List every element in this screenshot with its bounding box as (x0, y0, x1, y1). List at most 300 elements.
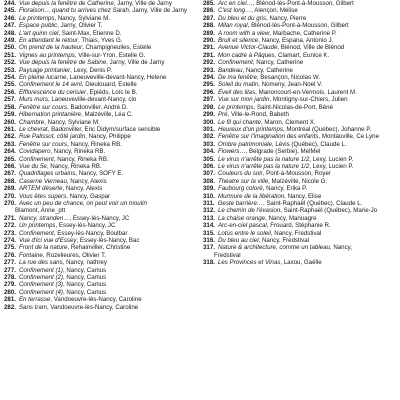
entry-location-author: Thiais, Yves G. (81, 37, 123, 45)
entry-location-author: Nancy, Rineka RB. (57, 155, 109, 163)
entry-separator: , (69, 214, 73, 222)
list-entry (203, 178, 397, 185)
entry-title: Confinement (3) (18, 281, 63, 289)
entry-location-author: Rehainviller, Christine (70, 244, 131, 252)
entry-number: 292. (203, 59, 215, 67)
entry-separator: , (269, 96, 273, 104)
entry-title: Espace public (18, 22, 58, 30)
list-entry (203, 81, 397, 88)
entry-location-author: Jarny, Olivier T. (60, 22, 103, 30)
entry-separator: , (256, 74, 261, 82)
list-entry (203, 230, 397, 237)
entry-number: 275. (4, 244, 16, 252)
entry-number: 258. (4, 103, 16, 111)
entry-title: L'art quinn ciel (18, 29, 59, 37)
list-entry (4, 15, 197, 22)
entry-title: Avenue Victor-Claude (217, 44, 278, 52)
entry-location-author: Laxou, Gaëlle (283, 259, 322, 267)
entry-title: Éveil des lilas (217, 88, 256, 96)
entry-location-author: Blénod-lès-Pont-à-Mousson, Gilbert (251, 22, 349, 30)
entry-separator: , (66, 192, 70, 200)
entry-number: 298. (203, 103, 215, 111)
entry-title: Vue du 5e (18, 162, 47, 170)
entry-number: 244. (4, 0, 16, 7)
entry-number: 314. (203, 222, 215, 230)
list-entry (4, 89, 197, 96)
entry-location-author: Malzéville, Léa C. (84, 111, 133, 119)
entry-separator: , (44, 118, 48, 126)
entry-number: 256. (4, 88, 16, 96)
entry-title: Confinement (18, 155, 54, 163)
entry-number: 248. (4, 29, 16, 37)
entry-number: 254. (4, 74, 16, 82)
entry-title: Le printemps (217, 103, 254, 111)
entry-number: 250. (4, 44, 16, 52)
entry-title: ARTEM déserte (18, 185, 63, 193)
list-entry (4, 37, 197, 44)
entry-title: Bruit et silence (217, 37, 259, 45)
entry-number: 316. (203, 237, 215, 244)
entry-title: Un printemps (18, 222, 56, 230)
entry-title: Paysage printanier (18, 66, 71, 74)
entry-separator: , (81, 111, 85, 119)
list-entry (203, 244, 397, 251)
entry-location-author: Nancy, Camus (66, 274, 107, 282)
entry-title: Arc-en-ciel pascal (217, 222, 267, 230)
entry-location-author: Nancy, Sylviane M. (47, 118, 100, 126)
entry-separator: , (318, 133, 322, 141)
entry-separator: , (67, 103, 71, 111)
entry-location-author: Épiéds, Loïc le B. (89, 88, 138, 96)
entry-title: Faubourg coloré (217, 185, 263, 193)
entry-number: 252. (4, 59, 16, 67)
entry-title: Confinement (4) (18, 288, 63, 296)
entry-separator: , (78, 37, 82, 45)
entry-separator: , (227, 111, 231, 119)
entry-number: 253. (4, 66, 16, 74)
entry-title: Mon cadre à Pâques (217, 51, 275, 59)
entry-title: C'est long… (217, 7, 252, 15)
list-entry (203, 0, 397, 7)
entry-separator: , (86, 88, 90, 96)
entry-number: 262. (4, 133, 16, 141)
entry-separator: , (242, 66, 246, 74)
entry-title: Milan royal (217, 22, 248, 30)
entry-separator: , (280, 259, 284, 267)
list-entry (4, 119, 197, 126)
entry-separator: , (75, 170, 79, 178)
entry-number: 290. (203, 37, 215, 45)
entry-title: Le virus n'arrête pas la nature 1/2 (217, 155, 310, 163)
entry-title: Confinement (2) (18, 274, 63, 282)
entry-location-author: Blamont, Anne_ptt (15, 207, 66, 215)
entry-title: Murmure de la libération (217, 192, 285, 200)
entry-location-author: Clamart, Eunice K. (278, 51, 330, 59)
list-entry (4, 304, 197, 311)
entry-separator: , (62, 259, 67, 267)
list-entry (203, 222, 397, 229)
entry-title: A room with a view (217, 29, 270, 37)
entry-number: 281. (4, 296, 16, 304)
entry-number: 287. (203, 14, 215, 22)
entry-location-author: Lexy, Lucien P. (312, 155, 354, 163)
entry-number: 304. (203, 148, 215, 156)
list-entry (203, 119, 397, 126)
entry-number: 295. (203, 81, 215, 89)
list-entry (203, 133, 397, 140)
entry-title: Avec un peu de chance, on peut voir un moulin (18, 199, 147, 207)
list-entry (4, 133, 197, 140)
entry-separator: , (85, 133, 89, 141)
entry-title: Soleil du matin (217, 81, 259, 89)
entry-separator: , (284, 192, 288, 200)
entry-number: 308. (203, 177, 215, 185)
entry-location-author: Lévis (Québec), Claude L. (275, 140, 347, 148)
entry-location-author: Vandoeuvre-lès-Nancy, Caroline (50, 303, 139, 311)
entry-number: 245. (4, 7, 16, 15)
entry-location-author: Saint-Raphaël (Québec), Claude L. (266, 199, 363, 207)
list-entry (4, 30, 197, 37)
list-entry (203, 52, 397, 59)
list-entry (4, 0, 197, 7)
entry-separator: , (70, 66, 74, 74)
entry-location-author: Essey-lès-Nancy, Boulbar (57, 229, 128, 237)
list-entry (4, 126, 197, 133)
entry-separator: , (266, 222, 271, 230)
entry-title: La chaise orange (217, 214, 266, 222)
entry-number: 274. (4, 237, 16, 244)
entry-number: 265. (4, 155, 16, 163)
list-entry (4, 104, 197, 111)
entry-separator: , (252, 59, 257, 67)
entry-separator: , (50, 296, 54, 304)
list-entry (4, 230, 197, 237)
list-entry (4, 185, 197, 192)
entry-separator: , (106, 59, 110, 67)
entry-title: Pré (217, 111, 228, 119)
entry-title: Bandeau (217, 66, 243, 74)
list-entry (4, 148, 197, 155)
list-entry (4, 289, 197, 296)
list-entry (4, 22, 197, 29)
entry-number: 317. (203, 244, 215, 252)
entry-title: Heureux d'un printemps (217, 125, 283, 133)
entry-number: 247. (4, 22, 16, 30)
entry-separator: , (57, 22, 61, 30)
entry-location-author: Vandoeuvre-lès-Nancy, Caroline (53, 296, 142, 304)
entry-title: Fontaine (18, 251, 43, 259)
entry-separator: , (67, 244, 71, 252)
entry-location-author: Nancy, Elise (287, 192, 322, 200)
entry-title: Geste barrière… (217, 199, 264, 207)
entry-separator: , (55, 222, 59, 230)
entry-title: En attendant le retour (18, 37, 79, 45)
list-entry (203, 237, 397, 244)
entry-location-author: Jarny, Ville de Jarny (132, 7, 188, 15)
entry-location-author: Badonviller, Eric Didym/surface sensible (51, 125, 161, 133)
list-entry (4, 296, 197, 303)
entry-number: 312. (203, 207, 215, 215)
entry-number: 294. (203, 74, 215, 82)
entry-separator: , (46, 162, 51, 170)
entry-separator: , (263, 199, 267, 207)
entry-title: Les Provinces et Vinas (217, 259, 281, 267)
list-entry (4, 207, 197, 214)
list-entry (4, 81, 197, 88)
entry-number: 301. (203, 125, 215, 133)
list-entry (203, 156, 397, 163)
entry-separator: , (62, 288, 67, 296)
entry-separator: , (76, 237, 80, 244)
entry-title: Couleurs du soir (217, 170, 263, 178)
entry-separator: , (253, 103, 257, 111)
list-entry (203, 207, 397, 214)
entry-number: 277. (4, 259, 16, 267)
entry-number: 263. (4, 140, 16, 148)
list-entry (203, 89, 397, 96)
list-entry (203, 141, 397, 148)
entry-location-author: Nancy, Rineka RB. (53, 148, 106, 156)
entry-title: Caserne Verneau (18, 177, 67, 185)
entry-number: 270. (4, 199, 16, 207)
entry-location-author: Jarny, Ville de Jarny (109, 59, 165, 67)
entry-location-author: Belgrade (Serbie), MelMel (249, 148, 321, 156)
entry-location-author: Montauville, Ce Lyne (321, 133, 380, 141)
entry-location-author: Nancy, Fredstival (262, 237, 309, 244)
entry-location-author: Pont-à-Mousson, Royer (266, 170, 331, 178)
entry-separator: , (269, 29, 273, 37)
entry-location-author: Badonviller, André D. (70, 103, 128, 111)
entry-number: 311. (203, 199, 215, 207)
entry-title: Quadrillages urbains (18, 170, 76, 178)
entry-separator: , (67, 140, 71, 148)
list-entry (203, 193, 397, 200)
entry-title: Efflorescence du cerisier (18, 88, 87, 96)
entry-number: 277. (4, 266, 16, 274)
list-entry (4, 170, 197, 177)
entry-location-author: Lexy, Lucien P. (312, 162, 354, 170)
entry-separator: , (62, 274, 67, 282)
list-entry (203, 200, 397, 207)
entry-location-author: Nancy, Catherine (256, 59, 304, 67)
entry-location-author: Nancy, Espana, Antonio J. (261, 37, 334, 45)
entry-location-author: Fredstival (214, 251, 241, 259)
entry-separator: , (262, 170, 267, 178)
entry-location-author: Manoncourt-en-Vermois, Laurent M. (258, 88, 357, 96)
entry-number: 269. (4, 185, 16, 193)
entry-separator: , (58, 29, 62, 37)
entry-location-author: Nancy, Alexis (70, 177, 107, 185)
entry-title: Covidapero (18, 148, 51, 156)
entry-separator: , (81, 81, 86, 89)
entry-number: 249. (4, 37, 16, 45)
list-entry (4, 44, 197, 51)
entry-number: 261. (4, 125, 16, 133)
left-column (4, 0, 197, 311)
entry-number: 310. (203, 192, 215, 200)
entry-separator: , (271, 140, 276, 148)
entry-location-author: Nancy, Alexis (65, 185, 103, 193)
list-entry (203, 30, 397, 37)
list-entry (203, 185, 397, 192)
entry-separator: , (62, 266, 67, 274)
entry-separator: , (113, 0, 118, 7)
entry-separator: , (82, 44, 86, 52)
list-entry (4, 193, 197, 200)
entry-location-author: Montréal (Québec), Johanne P. (286, 125, 372, 133)
entry-location-author: Saint-Max, Étienne D. (61, 29, 122, 37)
entry-location-author: Nancy, Fredstival (274, 229, 322, 237)
entry-location-author: Nancy, Manuagre (268, 214, 317, 222)
entry-number: 300. (203, 118, 215, 126)
entry-location-author: Nancy, Erika P. (266, 185, 308, 193)
list-entry (4, 200, 197, 207)
entry-number: 297. (203, 96, 215, 104)
entry-number: 272. (4, 222, 16, 230)
entry-separator: , (74, 51, 79, 59)
entry-title: Confinement (217, 59, 253, 67)
list-entry (4, 244, 197, 251)
entry-location-author: Nancy, Rineka RB. (70, 140, 122, 148)
list-entry (203, 7, 397, 14)
entry-separator: , (268, 177, 272, 185)
entry-title: Front de la nature (18, 244, 68, 252)
list-entry (4, 274, 197, 281)
entry-location-author: Besançon, Nicolas W. (260, 74, 321, 82)
entry-title: Arc en ciel… (217, 0, 253, 7)
entry-title: Ombre patrimoniale (217, 140, 272, 148)
entry-separator: , (274, 51, 279, 59)
entry-location-author: Nancy, nathrey (66, 259, 107, 267)
entry-title: Floraison… quand tu arrives chez Sarah (18, 7, 129, 15)
list-entry (4, 281, 197, 288)
entry-separator: , (252, 0, 257, 7)
entry-location-author: Nancy, Rineka RB. (50, 162, 102, 170)
entry-number: 271. (4, 214, 16, 222)
list-entry (203, 67, 397, 74)
entry-number: 296. (203, 88, 215, 96)
list-entry (203, 126, 397, 133)
entry-title: Le chevrat (18, 125, 48, 133)
entry-number: 257. (4, 96, 16, 104)
entry-location-author: Dieulouard, Estelle (85, 81, 137, 89)
entry-location-author: Nancy, Gaspar (69, 192, 111, 200)
list-entry (4, 267, 197, 274)
entry-title: Fenêtre sur cours (18, 140, 68, 148)
entry-separator: , (277, 44, 281, 52)
list-entry (203, 104, 397, 111)
entry-separator: , (247, 22, 252, 30)
list-entry (4, 141, 197, 148)
entry-title: Nature & architecture, comme un tableau (217, 244, 330, 252)
entry-location-author: Marbache, Catherine P. (272, 29, 337, 37)
entry-number: 273. (4, 229, 16, 237)
entry-title: Vue depuis la fenêtre de Catherine (18, 0, 114, 7)
entry-separator: , (66, 74, 70, 82)
entry-separator: , (47, 96, 52, 104)
entry-number: 286. (203, 7, 215, 15)
entry-title: Fenêtre sur cours (18, 103, 68, 111)
entry-title: Du bleu et du gris (217, 14, 267, 22)
entry-title: Confinement (1) (18, 266, 63, 274)
list-entry (4, 222, 197, 229)
entry-location-author: Laneuveville-devant-Nancy, clo (51, 96, 137, 104)
entry-separator: , (46, 303, 51, 311)
list-entry (4, 96, 197, 103)
entry-location-author: Saint-Raphaël (Québec), Marie-Jo (283, 207, 378, 215)
list-entry (203, 252, 397, 259)
entry-separator: , (258, 237, 262, 244)
entry-number: 270. (4, 192, 16, 200)
entry-title: Murs murs (18, 96, 48, 104)
entry-separator: , (42, 251, 47, 259)
entry-separator: , (262, 185, 267, 193)
entry-title: Nancy, stranden… (18, 214, 70, 222)
entry-separator: , (258, 37, 262, 45)
entry-title: De ma fenêtre (217, 74, 257, 82)
entry-title: Vue depuis la fenêtre de Sabine (18, 59, 107, 67)
list-entry (203, 215, 397, 222)
list-entry (4, 178, 197, 185)
entry-number: 260. (4, 118, 16, 126)
entry-number: 246. (4, 14, 16, 22)
entry-number: 313. (203, 214, 215, 222)
entry-location-author: Ville-sur-Yron, Estelle G. (78, 51, 146, 59)
entry-number: 268. (4, 177, 16, 185)
list-entry (203, 163, 397, 170)
list-entry (203, 96, 397, 103)
entry-separator: , (128, 7, 133, 15)
list-entry (4, 74, 197, 81)
entry-number: 251. (4, 51, 16, 59)
entry-location-author: Lexy, Denis P. (73, 66, 112, 74)
entry-separator: , (53, 155, 58, 163)
list-entry (4, 215, 197, 222)
entry-number: 255. (4, 81, 16, 89)
entry-location-author: Blénod-lès-Pont-à-Mousson, Gilbert (256, 0, 354, 7)
entry-location-author: Nancy, Philippe (88, 133, 131, 141)
entry-separator: , (53, 229, 58, 237)
entry-title: En pleine lucarne (18, 74, 67, 82)
entry-location-author: Nancy, Pierre (269, 14, 307, 22)
entry-title: Le printemps (18, 14, 55, 22)
entry-number: 315. (203, 229, 215, 237)
entry-separator: , (280, 207, 284, 215)
entry-separator: , (309, 162, 313, 170)
list-entry (203, 59, 397, 66)
entry-separator: , (245, 148, 250, 156)
entry-number: 293. (203, 66, 215, 74)
entry-title: Sans tram (18, 303, 47, 311)
entry-number: 291. (203, 44, 215, 52)
entry-title: Le virus n'arrête pas la nature 1/2 (217, 162, 310, 170)
entry-title: Lotus entre le soleil (217, 229, 271, 237)
entry-title: Théatre sur la ville (217, 177, 269, 185)
entry-number: 309. (203, 185, 215, 193)
list-entry (203, 37, 397, 44)
entry-location-author: Maron, Clement X. (264, 118, 316, 126)
entry-title: Confinement (18, 229, 54, 237)
entry-number: 259. (4, 111, 16, 119)
entry-location-author: Nancy, (333, 244, 352, 252)
entry-location-author: Champigneulles, Estelle (85, 44, 152, 52)
entry-number: 305. (203, 155, 215, 163)
list-entry (203, 74, 397, 81)
entry-title: Le fil qui chante (217, 118, 261, 126)
entry-location-author: Jarny, Ville de Jarny (117, 0, 172, 7)
entry-number: 307. (203, 170, 215, 178)
list-entry (203, 15, 397, 22)
